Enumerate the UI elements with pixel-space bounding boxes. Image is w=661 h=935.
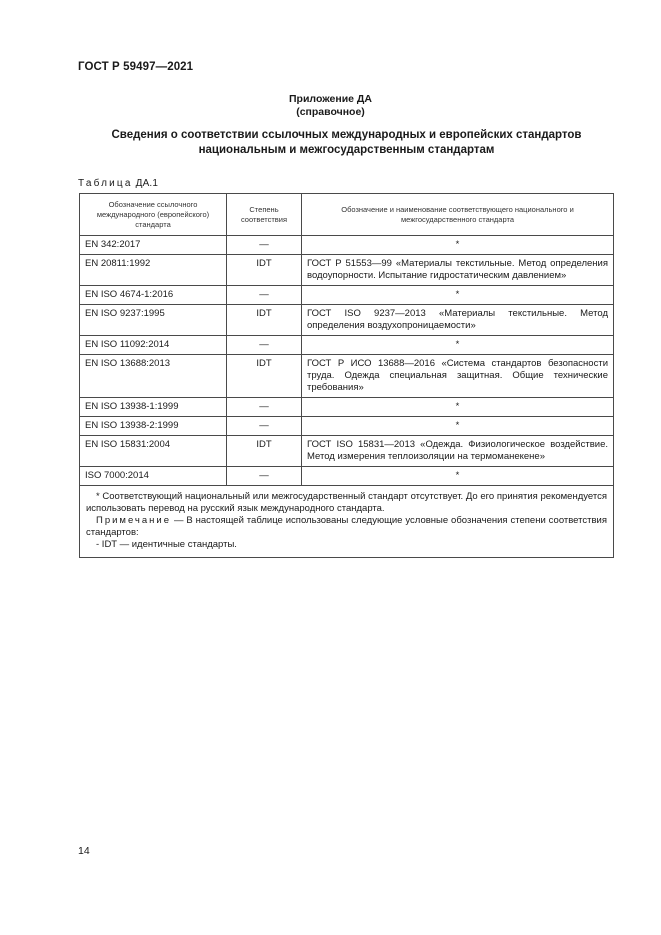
note-label: Примечание <box>96 515 171 526</box>
table-row <box>80 286 614 305</box>
cell-degree: IDT <box>227 305 302 336</box>
table-row <box>80 305 614 336</box>
cell-reference: EN ISO 11092:2014 <box>80 336 227 355</box>
cell-national: * <box>302 417 614 436</box>
header-reference-standard: Обозначение ссылочного международного (европейского) стандарта <box>80 194 227 236</box>
cell-degree: — <box>227 467 302 486</box>
cell-national: * <box>302 236 614 255</box>
table-row <box>80 417 614 436</box>
note-text: — В настоящей таблице использованы следующие условные обозначения степени соответствия стандартов: <box>86 515 607 538</box>
cell-degree: — <box>227 286 302 305</box>
cell-degree: IDT <box>227 436 302 467</box>
cell-degree: — <box>227 417 302 436</box>
section-title-line-1: Сведения о соответствии ссылочных международных и европейских стандартов <box>111 129 582 141</box>
cell-reference: EN ISO 13938-1:1999 <box>80 398 227 417</box>
table-caption-prefix: Таблица <box>78 178 133 189</box>
table-footnote: * Соответствующий национальный или межгосударственный стандарт отсутствует. До его принятия рекомендуется использовать перевод на русский язык международного стандарта. <box>86 491 607 514</box>
annex-subtitle: (справочное) <box>296 106 365 118</box>
table-notes-row <box>80 486 614 558</box>
table-row <box>80 355 614 398</box>
cell-reference: EN ISO 13688:2013 <box>80 355 227 398</box>
table-row <box>80 436 614 467</box>
table-notes <box>80 486 614 558</box>
cell-degree: IDT <box>227 355 302 398</box>
cell-reference: EN 20811:1992 <box>80 255 227 286</box>
cell-degree: — <box>227 336 302 355</box>
annex-title: Приложение ДА <box>289 93 372 105</box>
cell-degree: — <box>227 236 302 255</box>
section-title-line-2: национальным и межгосударственным стандартам <box>198 144 495 156</box>
cell-reference: ISO 7000:2014 <box>80 467 227 486</box>
cell-national: * <box>302 286 614 305</box>
page-number: 14 <box>78 845 90 857</box>
table-row <box>80 336 614 355</box>
note-item: - IDT — идентичные стандарты. <box>96 539 237 550</box>
cell-reference: EN ISO 15831:2004 <box>80 436 227 467</box>
table-header-row <box>80 194 614 236</box>
cell-national: * <box>302 336 614 355</box>
cell-national: ГОСТ Р ИСО 13688—2016 «Система стандартов безопасности труда. Одежда специальная защитная. Общие технические требования» <box>302 355 614 398</box>
table-row <box>80 398 614 417</box>
cell-degree: IDT <box>227 255 302 286</box>
cell-national: * <box>302 467 614 486</box>
cell-reference: EN 342:2017 <box>80 236 227 255</box>
cell-reference: EN ISO 9237:1995 <box>80 305 227 336</box>
table-caption-number: ДА.1 <box>135 178 159 189</box>
table-row <box>80 236 614 255</box>
section-title <box>80 128 613 158</box>
table-row <box>80 467 614 486</box>
table-note <box>86 515 607 539</box>
document-header: ГОСТ Р 59497—2021 <box>78 61 194 73</box>
header-national-standard: Обозначение и наименование соответствующего национального и межгосударственного стандарта <box>302 194 614 236</box>
table-caption <box>78 178 158 189</box>
cell-reference: EN ISO 13938-2:1999 <box>80 417 227 436</box>
cell-reference: EN ISO 4674-1:2016 <box>80 286 227 305</box>
cell-degree: — <box>227 398 302 417</box>
header-degree: Степень соответствия <box>227 194 302 236</box>
cell-national: * <box>302 398 614 417</box>
correspondence-table <box>79 193 614 558</box>
table-row <box>80 255 614 286</box>
cell-national: ГОСТ ISO 15831—2013 «Одежда. Физиологическое воздействие. Метод измерения теплоизоляции на термоманекене» <box>302 436 614 467</box>
cell-national: ГОСТ ISO 9237—2013 «Материалы текстильные. Метод определения воздухопроницаемости» <box>302 305 614 336</box>
cell-national: ГОСТ Р 51553—99 «Материалы текстильные. Метод определения водоупорности. Испытание гидростатическим давлением» <box>302 255 614 286</box>
